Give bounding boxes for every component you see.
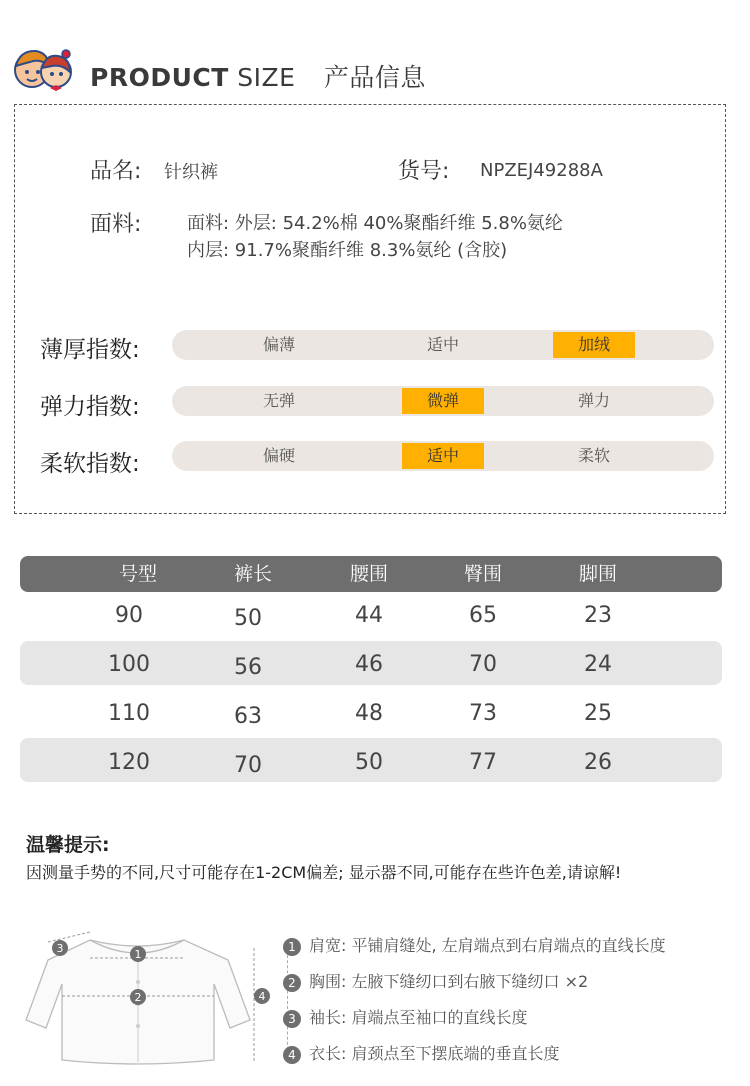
tips-text: 因测量手势的不同,尺寸可能存在1-2CM偏差; 显示器不同,可能存在些许色差,请谅解! <box>26 863 622 882</box>
sku-label: 货号: <box>398 159 450 184</box>
cell-length: 56 <box>234 655 262 680</box>
cell-waist: 44 <box>355 603 383 628</box>
elasticity-index-label: 弹力指数: <box>40 394 140 420</box>
legend-item-length <box>283 1041 559 1064</box>
cell-hem: 26 <box>584 750 612 775</box>
col-header-waist: 腰围 <box>349 563 388 585</box>
name-label: 品名: <box>90 159 142 184</box>
size-table-header <box>20 556 722 592</box>
table-row <box>20 701 722 729</box>
table-row <box>20 603 722 631</box>
brand-logo-icon <box>10 44 76 96</box>
thickness-index-bar <box>172 330 714 360</box>
elasticity-option-none: 无弹 <box>262 391 295 410</box>
name-value: 针织裤 <box>164 162 218 183</box>
fabric-label: 面料: <box>90 212 142 237</box>
elasticity-option-slight: 微弹 <box>402 388 484 414</box>
legend-number: 4 <box>283 1046 301 1064</box>
marker-chest <box>130 989 146 1005</box>
svg-text:4: 4 <box>258 990 266 1003</box>
cell-size: 100 <box>108 652 150 677</box>
svg-text:1: 1 <box>134 948 142 961</box>
cell-hem: 24 <box>584 652 612 677</box>
legend-number: 2 <box>283 974 301 992</box>
elasticity-option-stretch: 弹力 <box>577 391 610 410</box>
cell-waist: 50 <box>355 750 383 775</box>
softness-option-soft: 柔软 <box>577 446 610 465</box>
cell-length: 63 <box>234 704 262 729</box>
elasticity-index-bar <box>172 386 714 416</box>
legend-item-chest <box>283 969 588 992</box>
cell-size: 110 <box>108 701 150 726</box>
cell-length: 50 <box>234 606 262 631</box>
thickness-option-fleece: 加绒 <box>553 332 635 358</box>
cell-hip: 73 <box>469 701 497 726</box>
fabric-line-2: 内层: 91.7%聚酯纤维 8.3%氨纶 (含胶) <box>187 240 508 261</box>
legend-text: 胸围: 左腋下缝纫口到右腋下缝纫口 ×2 <box>309 972 589 991</box>
cell-waist: 48 <box>355 701 383 726</box>
garment-measure-diagram <box>18 922 280 1072</box>
marker-shoulder <box>130 946 146 962</box>
tips-title: 温馨提示: <box>26 834 110 856</box>
cell-size: 90 <box>115 603 143 628</box>
softness-index-label: 柔软指数: <box>40 451 140 477</box>
title-cn: 产品信息 <box>323 63 426 92</box>
col-header-hip: 臀围 <box>463 563 502 585</box>
softness-option-medium: 适中 <box>402 443 484 469</box>
cell-waist: 46 <box>355 652 383 677</box>
thickness-option-thin: 偏薄 <box>262 335 295 354</box>
svg-text:2: 2 <box>134 991 142 1004</box>
cell-hip: 65 <box>469 603 497 628</box>
legend-text: 衣长: 肩颈点至下摆底端的垂直长度 <box>309 1044 560 1063</box>
sku-value: NPZEJ49288A <box>480 160 603 181</box>
marker-length <box>254 988 270 1004</box>
softness-option-hard: 偏硬 <box>262 446 295 465</box>
thickness-option-medium: 适中 <box>426 335 459 354</box>
table-row <box>20 750 722 778</box>
legend-number: 1 <box>283 938 301 956</box>
page-title <box>90 58 426 94</box>
table-row <box>20 652 722 680</box>
legend-item-sleeve <box>283 1005 527 1028</box>
cell-size: 120 <box>108 750 150 775</box>
col-header-size: 号型 <box>118 563 157 585</box>
cell-hem: 23 <box>584 603 612 628</box>
softness-index-bar <box>172 441 714 471</box>
cell-hem: 25 <box>584 701 612 726</box>
title-en-bold: PRODUCT <box>90 63 229 92</box>
legend-text: 袖长: 肩端点至袖口的直线长度 <box>309 1008 528 1027</box>
svg-text:3: 3 <box>56 942 64 955</box>
col-header-hem: 脚围 <box>578 563 617 585</box>
legend-text: 肩宽: 平铺肩缝处, 左肩端点到右肩端点的直线长度 <box>309 936 666 955</box>
cell-length: 70 <box>234 753 262 778</box>
cell-hip: 70 <box>469 652 497 677</box>
thickness-index-label: 薄厚指数: <box>40 337 140 363</box>
legend-number: 3 <box>283 1010 301 1028</box>
cell-hip: 77 <box>469 750 497 775</box>
legend-item-shoulder <box>283 933 666 956</box>
fabric-line-1: 面料: 外层: 54.2%棉 40%聚酯纤维 5.8%氨纶 <box>187 213 563 234</box>
col-header-pants-length: 裤长 <box>233 563 272 585</box>
title-en-light: SIZE <box>237 63 296 92</box>
marker-sleeve <box>52 940 68 956</box>
